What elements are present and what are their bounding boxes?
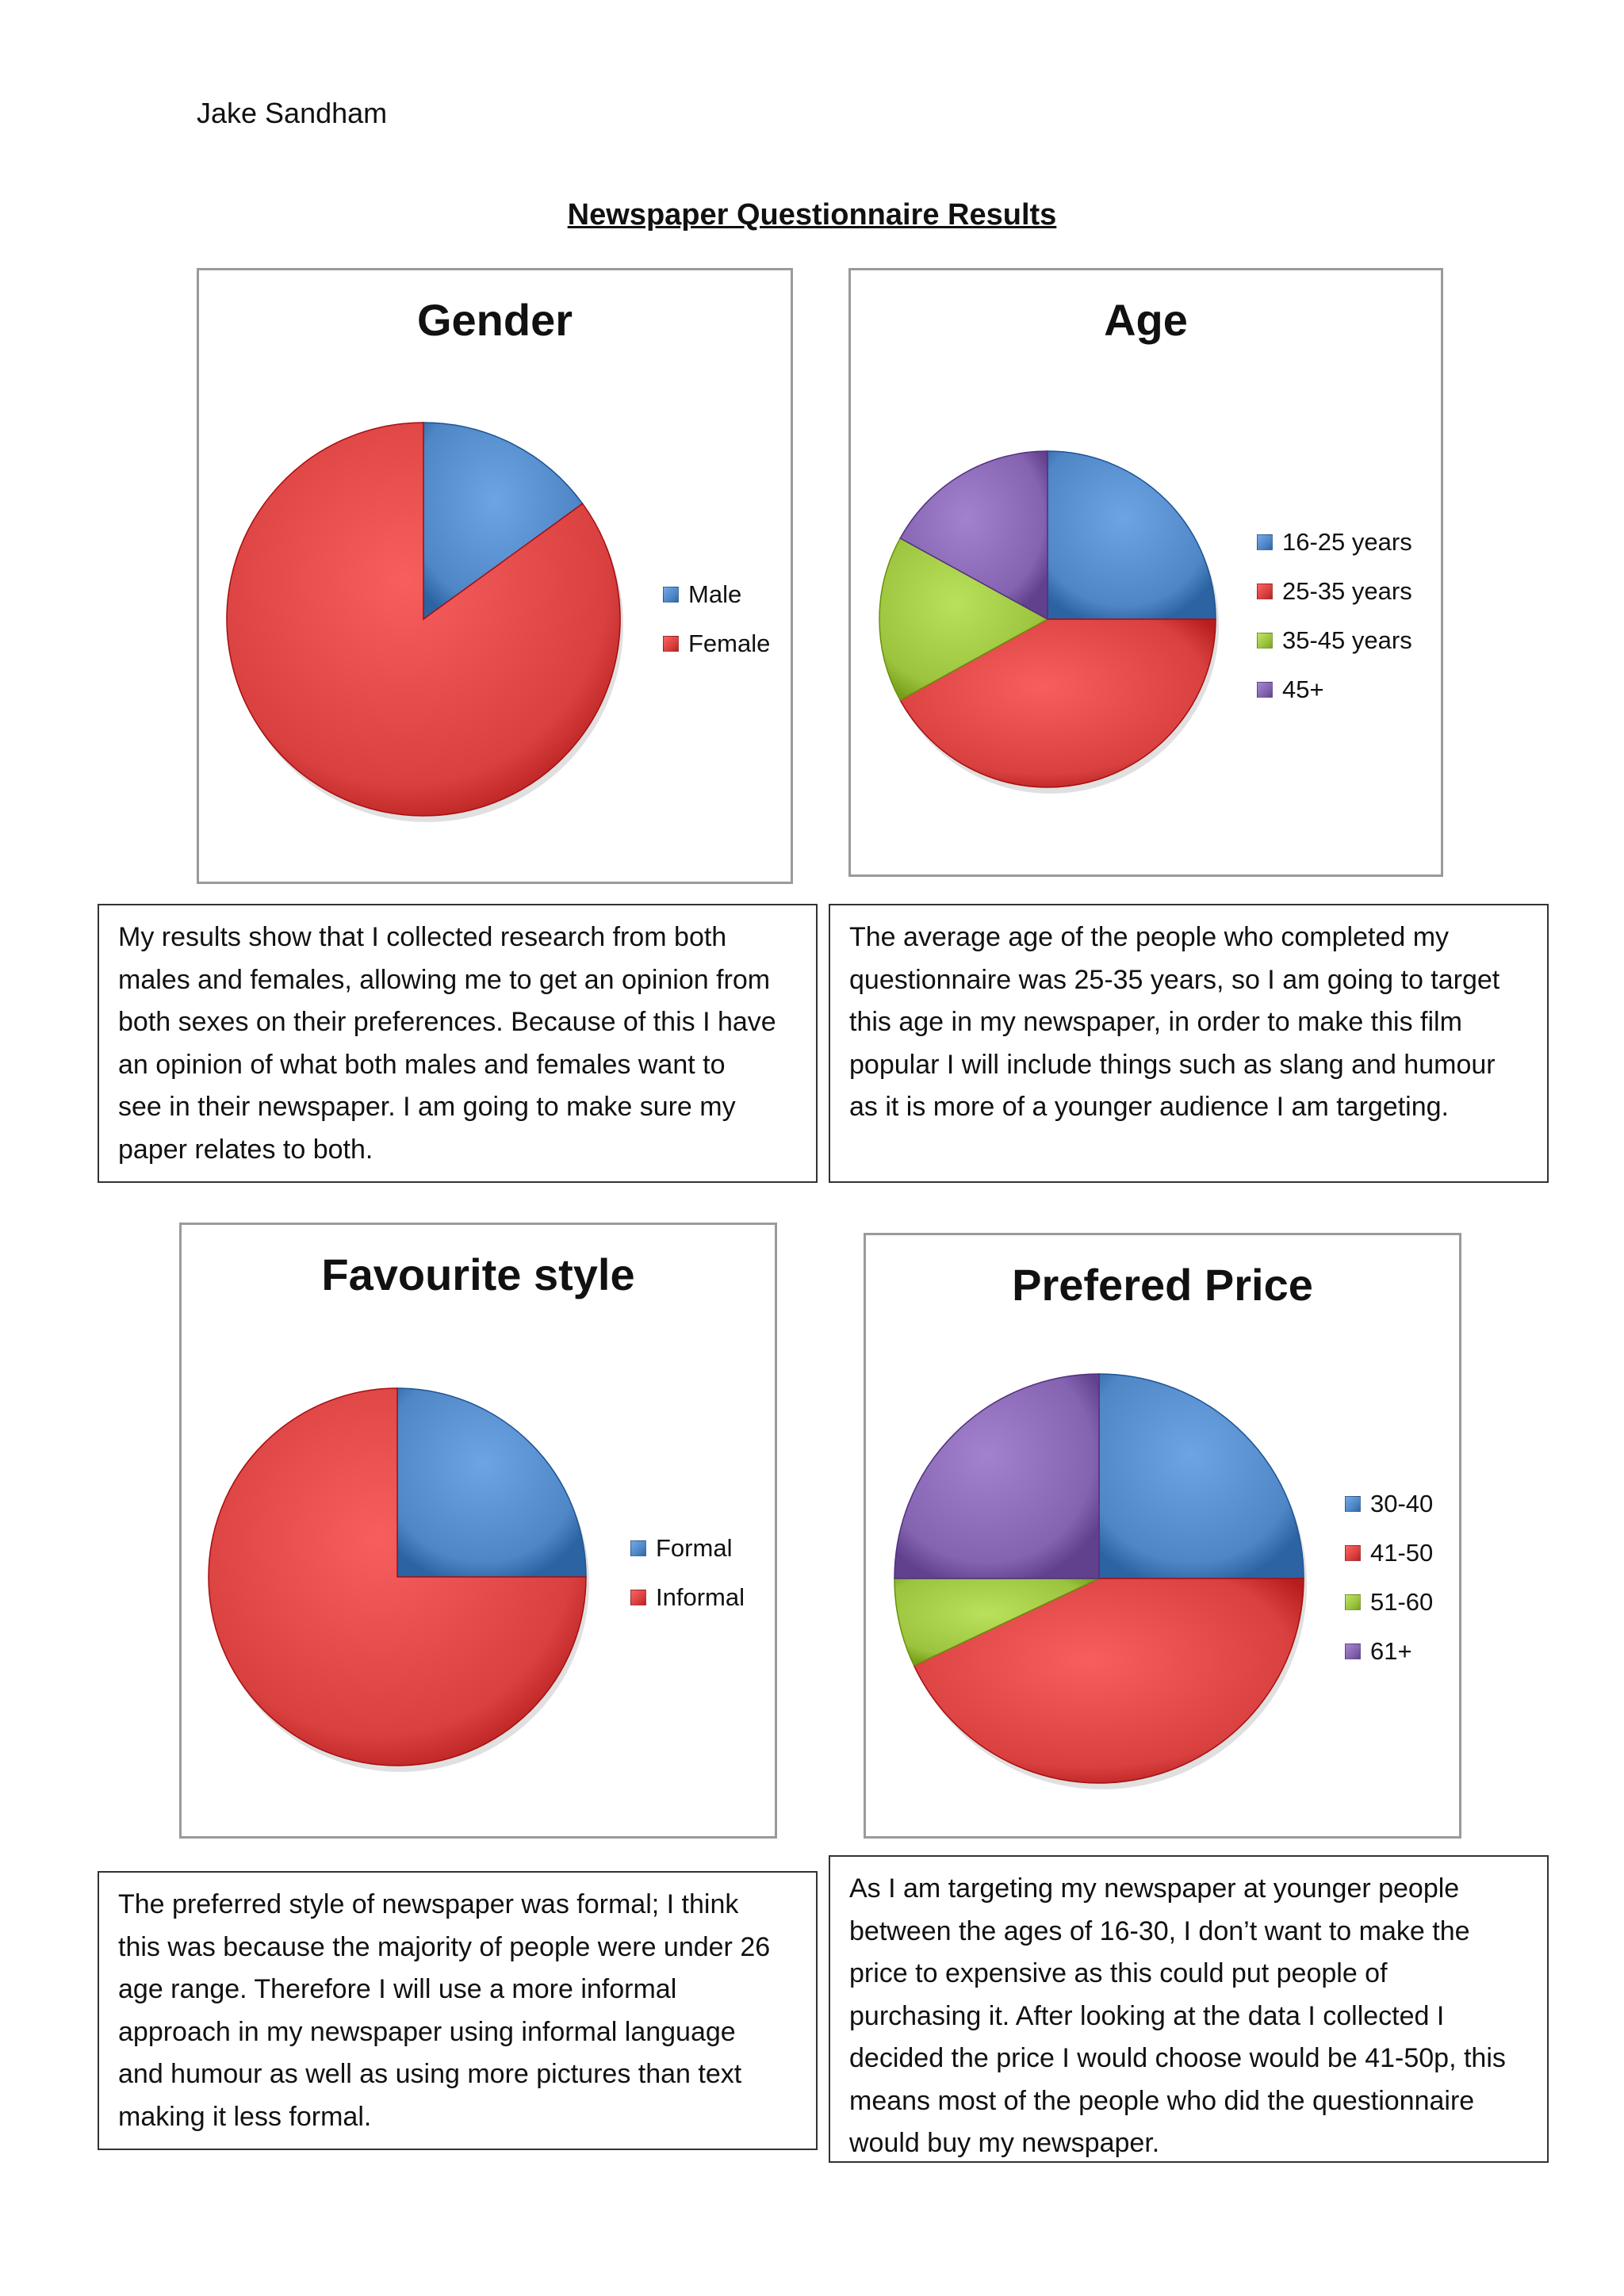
legend-swatch (1257, 682, 1273, 698)
text-line: this was because the majority of people were under 26 (118, 1931, 771, 1962)
legend-label: 45+ (1282, 675, 1324, 703)
legend-item (1345, 1578, 1433, 1627)
text-line: making it less formal. (118, 2101, 372, 2132)
chart-legend (1345, 1479, 1433, 1676)
text-line: between the ages of 16-30, I don’t want to make the (849, 1915, 1470, 1946)
style-chart (179, 1223, 777, 1839)
legend-label: 61+ (1370, 1637, 1412, 1665)
legend-item (663, 619, 770, 668)
author-name: Jake Sandham (197, 97, 388, 129)
chart-title: Age (1104, 295, 1188, 345)
text-line: would buy my newspaper. (849, 2128, 1160, 2158)
text-line: males and females, allowing me to get an opinion from (118, 964, 771, 995)
text-line: and humour as well as using more pictures than text (118, 2059, 742, 2089)
legend-swatch (1257, 633, 1273, 649)
text-line: both sexes on their preferences. Because of this I have (118, 1007, 776, 1037)
legend-swatch (1345, 1545, 1361, 1561)
text-line: questionnaire was 25-35 years, so I am going to target (849, 964, 1500, 995)
legend-label: 41-50 (1370, 1539, 1434, 1567)
pie-slice-formal (397, 1388, 586, 1577)
text-line: The preferred style of newspaper was formal; I think (118, 1889, 739, 1919)
legend-label: 16-25 years (1282, 528, 1412, 556)
text-line: means most of the people who did the questionnaire (849, 2085, 1475, 2116)
legend-item (1345, 1479, 1433, 1529)
legend-swatch (1345, 1496, 1361, 1512)
text-line: this age in my newspaper, in order to make this film (849, 1007, 1462, 1037)
text-line: My results show that I collected research from both (118, 922, 727, 952)
legend-label: Female (688, 629, 771, 657)
legend-label: 30-40 (1370, 1490, 1434, 1517)
chart-title: Favourite style (321, 1249, 635, 1299)
price-analysis-text (829, 1855, 1549, 2163)
legend-label: 35-45 years (1282, 626, 1412, 654)
price-chart (864, 1233, 1461, 1839)
legend-swatch (1257, 584, 1273, 599)
legend-swatch (663, 636, 679, 652)
style-analysis-text (98, 1871, 818, 2150)
legend-swatch (1345, 1644, 1361, 1659)
pie-slice-61 (894, 1374, 1099, 1578)
legend-item (1257, 518, 1412, 567)
legend-item (1257, 567, 1412, 616)
text-line: approach in my newspaper using informal language (118, 2016, 736, 2047)
legend-swatch (1257, 534, 1273, 550)
legend-label: 51-60 (1370, 1588, 1434, 1616)
text-line: price to expensive as this could put people of (849, 1958, 1388, 1988)
age-chart (848, 268, 1443, 877)
chart-legend (663, 570, 770, 668)
text-line: purchasing it. After looking at the data I collected I (849, 2000, 1445, 2031)
chart-legend (1257, 518, 1412, 714)
pie-slice-16-25-years (1048, 451, 1216, 619)
chart-title: Prefered Price (1012, 1260, 1313, 1310)
legend-label: Male (688, 580, 742, 608)
legend-swatch (1345, 1594, 1361, 1610)
legend-label: Informal (656, 1583, 745, 1611)
gender-analysis-text (98, 904, 818, 1183)
legend-label: Formal (656, 1534, 733, 1562)
text-line: see in their newspaper. I am going to make sure my (118, 1092, 736, 1122)
chart-legend (630, 1524, 745, 1622)
pie-slice-30-40 (1099, 1374, 1304, 1578)
legend-swatch (630, 1590, 646, 1605)
text-line: age range. Therefore I will use a more informal (118, 1974, 677, 2004)
text-line: popular I will include things such as slang and humour (849, 1049, 1496, 1080)
text-line: an opinion of what both males and females want to (118, 1049, 726, 1080)
legend-item (1345, 1627, 1433, 1676)
legend-swatch (630, 1540, 646, 1556)
legend-item (1345, 1529, 1433, 1578)
text-line: The average age of the people who completed my (849, 922, 1450, 952)
legend-label: 25-35 years (1282, 577, 1412, 605)
text-line: decided the price I would choose would be 41-50p, this (849, 2043, 1506, 2073)
page-title: Newspaper Questionnaire Results (567, 198, 1057, 232)
text-line: paper relates to both. (118, 1134, 373, 1165)
legend-item (1257, 616, 1412, 665)
text-line: As I am targeting my newspaper at younger people (849, 1873, 1460, 1904)
gender-chart (197, 268, 793, 884)
text-line: as it is more of a younger audience I am targeting. (849, 1092, 1449, 1122)
legend-item (630, 1573, 745, 1622)
legend-item (663, 570, 770, 619)
legend-swatch (663, 587, 679, 603)
legend-item (1257, 665, 1412, 714)
legend-item (630, 1524, 745, 1573)
age-analysis-text (829, 904, 1549, 1183)
chart-title: Gender (416, 295, 573, 345)
